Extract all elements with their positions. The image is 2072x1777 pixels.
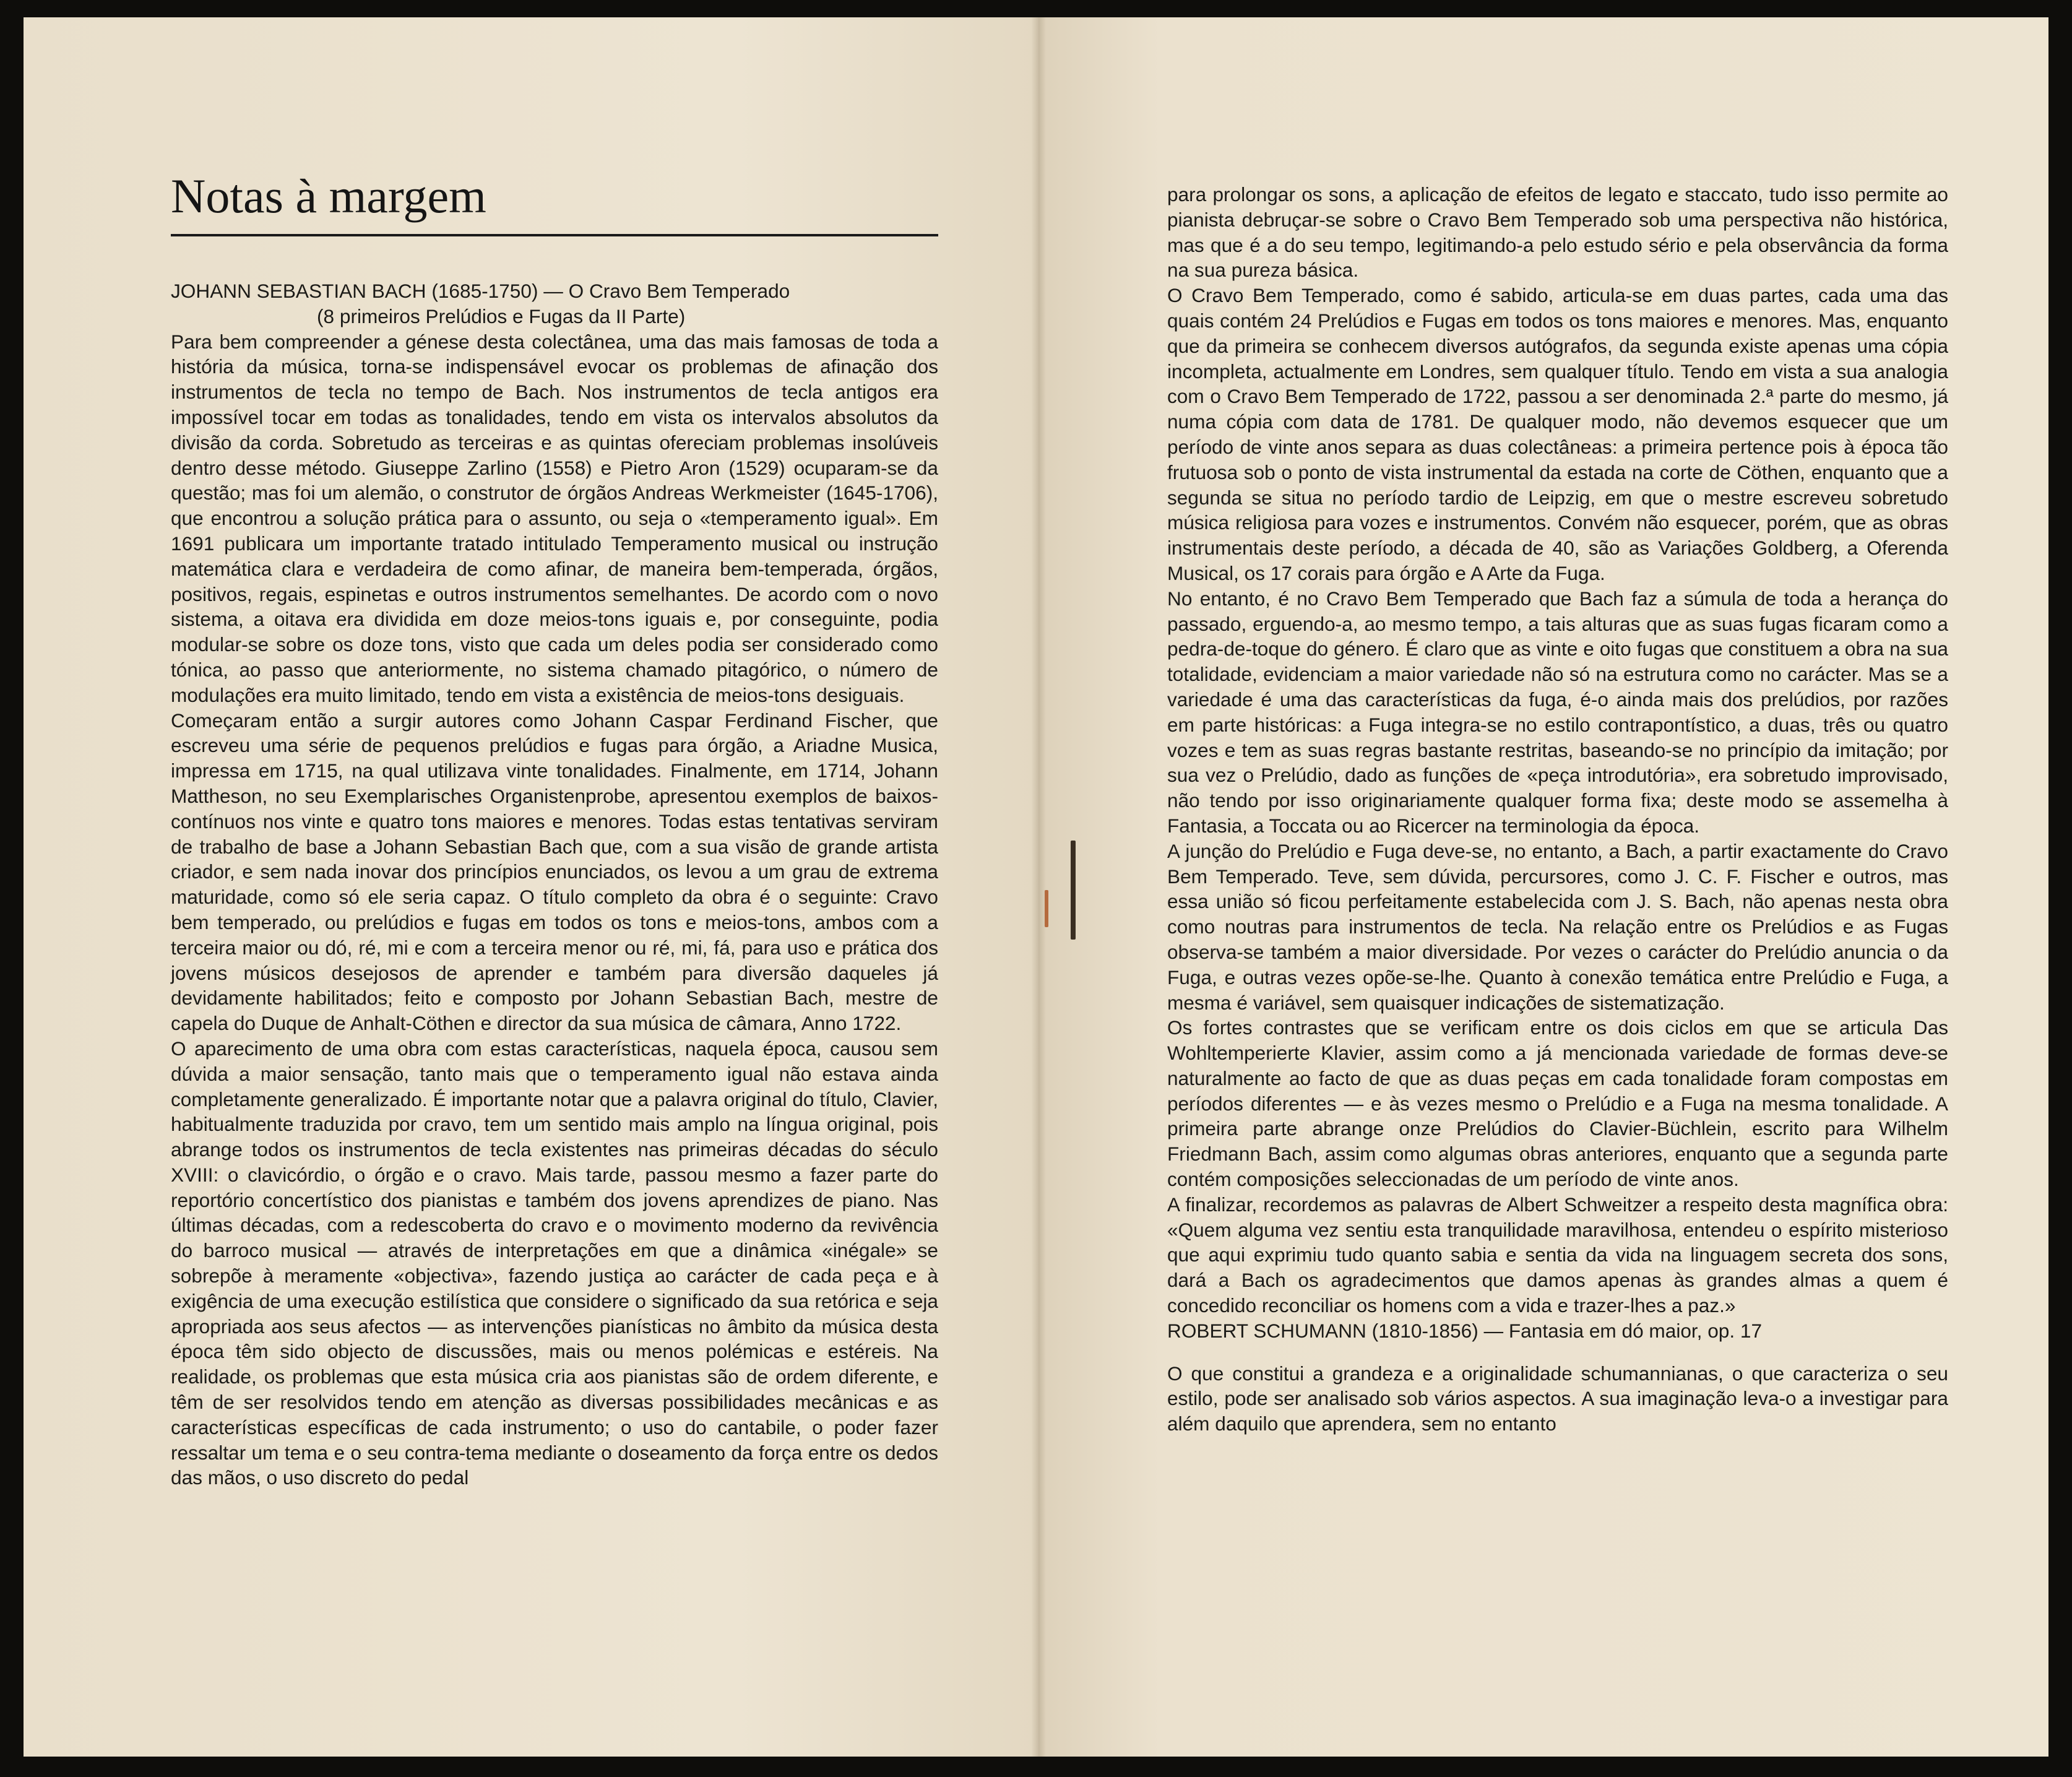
paragraph: O que constitui a grandeza e a originalidade schumannianas, o que caracteriza o seu estilo, pode ser analisado sob vários aspectos. A sua imaginação leva-o a investigar para além daquilo que aprendera, sem no entanto (1167, 1362, 1948, 1435)
paragraph: Para bem compreender a génese desta colectânea, uma das mais famosas de toda a história da música, torna-se indispensável evocar os problemas de afinação dos instrumentos de tecla no tempo de Bach. Nos instrumentos de tecla antigos era impossível tocar em todas as tonalidades, tendo em vista os intervalos absolutos da divisão da corda. Sobretudo as terceiras e as quintas ofereciam problemas insolúveis dentro desse método. Giuseppe Zarlino (1558) e Pietro Aron (1529) ocuparam-se da questão; mas foi um alemão, o construtor de órgãos Andreas Werkmeister (1645-1706), que encontrou a solução prática para o assunto, ou seja o «temperamento igual». Em 1691 publicara um importante tratado intitulado Temperamento musical ou instrução matemática clara e verdadeira de como afinar, de maneira bem-temperada, órgãos, positivos, regais, espinetas e outros instrumentos semelhantes. De acordo com o novo sistema, a oitava era dividida em doze meios-tons iguais e, por conseguinte, podia modular-se sobre os doze tons, visto que cada um deles podia ser considerado como tónica, ao passo que anteriormente, no sistema chamado pitagórico, o número de modulações era muito limitado, tendo em vista a existência de meios-tons desiguais. (171, 330, 938, 706)
paragraph: O aparecimento de uma obra com estas características, naquela época, causou sem dúvida a maior sensação, tanto mais que o temperamento igual não estava ainda completamente generalizado. É importante notar que a palavra original do título, Clavier, habitualmente traduzida por cravo, tem um sentido mais amplo na língua original, pois abrange todos os instrumentos de tecla existentes nas primeiras décadas do século XVIII: o clavicórdio, o órgão e o cravo. Mais tarde, passou mesmo a fazer parte do reportório concertístico dos pianistas e também dos jovens aprendizes de piano. Nas últimas décadas, com a redescoberta do cravo e o movimento moderno da revivência do barroco musical — através de interpretações em que a dinâmica «inégale» se sobrepõe à meramente «objectiva», fazendo justiça ao carácter de cada peça e à exigência de uma execução estilística que considere o significado da sua retórica e seja apropriada aos seus afectos — as intervenções pianísticas no âmbito da música desta época têm sido objecto de discussões, mais ou menos polémicas e estéreis. Na realidade, os problemas que esta música cria aos pianistas são de ordem diferente, e têm de ser resolvidos tendo em atenção as diversas possibilidades mecânicas e as características específicas de cada instrumento; o uso do cantabile, o poder fazer ressaltar um tema e o seu contra-tema mediante o doseamento da força entre os dedos das mãos, o uso discreto do pedal (171, 1037, 938, 1489)
left-column (171, 279, 938, 1490)
booklet-spread (24, 17, 2048, 1757)
paragraph: Começaram então a surgir autores como Johann Caspar Ferdinand Fischer, que escreveu uma série de pequenos prelúdios e fugas para órgão, a Ariadne Musica, impressa em 1715, na qual utilizava vinte tonalidades. Finalmente, em 1714, Johann Mattheson, no seu Exemplarisches Organistenprobe, apresentou exemplos de baixos-contínuos nos vinte e quatro tons maiores e menores. Todas estas tentativas serviram de trabalho de base a Johann Sebastian Bach que, com a sua visão de grande artista criador, e sem nada inovar dos princípios enunciados, os levou a um grau de extrema maturidade, como só ele seria capaz. O título completo da obra é o seguinte: Cravo bem temperado, ou prelúdios e fugas em todos os tons e meios-tons, ambos com a terceira maior ou dó, ré, mi e com a terceira menor ou ré, mi, fá, para uso e prática dos jovens músicos desejosos de aprender e também para diversão daqueles já devidamente habilitados; feito e composto por Johann Sebastian Bach, mestre de capela do Duque de Anhalt-Cöthen e director da sua música de câmara, Anno 1722. (171, 709, 938, 1035)
section-heading-schumann: ROBERT SCHUMANN (1810-1856) — Fantasia em dó maior, op. 17 (1167, 1319, 1763, 1342)
page-title: Notas à margem (171, 169, 486, 223)
paragraph: Os fortes contrastes que se verificam entre os dois ciclos em que se articula Das Wohltemperierte Klavier, assim como a já mencionada variedade de formas deve-se naturalmente ao facto de que as duas peças em cada tonalidade foram compostas em períodos diferentes — e às vezes mesmo o Prelúdio e a Fuga na mesma tonalidade. A primeira parte abrange onze Prelúdios do Clavier-Büchlein, escrito para Wilhelm Friedmann Bach, assim como algumas obras anteriores, enquanto que a segunda parte contém composições seleccionadas de um período de vinte anos. (1167, 1016, 1948, 1191)
paragraph: A finalizar, recordemos as palavras de Albert Schweitzer a respeito desta magnífica obra: «Quem alguma vez sentiu esta tranquilidade maravilhosa, entendeu o espírito misterioso que aqui exprimiu tudo quanto sabia e sentia da vida na linguagem secreta dos sons, dará a Bach os agradecimentos que damos apenas às grandes almas a quem é concedido reconciliar os homens com a vida e trazer-lhes a paz.» (1167, 1193, 1948, 1317)
paragraph: O Cravo Bem Temperado, como é sabido, articula-se em duas partes, cada uma das quais contém 24 Prelúdios e Fugas em todos os tons maiores e menores. Mas, enquanto que da primeira se conhecem diversos autógrafos, da segunda existe apenas uma cópia incompleta, actualmente em Londres, sem qualquer título. Tendo em vista a sua analogia com o Cravo Bem Temperado de 1722, passou a ser denominada 2.ª parte do mesmo, já numa cópia com data de 1781. De qualquer modo, não devemos esquecer que um período de vinte anos separa as duas colectâneas: a primeira pertence pois à época tão frutuosa sob o ponto de vista instrumental da estada na corte de Cöthen, enquanto que a segunda se situa no período tardio de Leipzig, em que o mestre escreveu sobretudo música religiosa para vozes e instrumentos. Convém não esquecer, porém, que as obras instrumentais deste período, a década de 40, são as Variações Goldberg, a Oferenda Musical, os 17 corais para órgão e A Arte da Fuga. (1167, 284, 1948, 584)
section-subheading-bach: (8 primeiros Prelúdios e Fugas da II Parte) (317, 305, 686, 327)
paragraph: A junção do Prelúdio e Fuga deve-se, no entanto, a Bach, a partir exactamente do Cravo Bem Temperado. Teve, sem dúvida, percursores, como J. C. F. Fischer e outros, mas essa união só ficou perfeitamente estabelecida com J. S. Bach, não apenas nesta obra como noutras para instrumentos de tecla. Na relação entre os Prelúdios e as Fugas observa-se também a maior diversidade. Por vezes o carácter do Prelúdio anuncia o da Fuga, e outras vezes opõe-se-lhe. Quanto à conexão temática entre Prelúdio e Fuga, a mesma é variável, sem quaisquer indicações de sistematização. (1167, 839, 1948, 1014)
center-fold (1031, 17, 1046, 1757)
title-rule (171, 234, 938, 236)
paragraph: para prolongar os sons, a aplicação de efeitos de legato e staccato, tudo isso permite ao pianista debruçar-se sobre o Cravo Bem Temperado sob uma perspectiva não histórica, mas que é a do seu tempo, legitimando-a pelo estudo sério e pela observância da forma na sua pureza básica. (1167, 183, 1948, 282)
rust-mark (1045, 890, 1048, 927)
paragraph: No entanto, é no Cravo Bem Temperado que Bach faz a súmula de toda a herança do passado, erguendo-a, ao mesmo tempo, a tais alturas que as suas fugas ficaram como a pedra-de-toque do género. É claro que as vinte e oito fugas que constituem a obra na sua totalidade, evidenciam a maior variedade não só na estrutura como no carácter. Mas se a variedade é uma das características da fuga, é-o ainda mais dos prelúdios, por razões em parte históricas: a Fuga integra-se no estilo contrapontístico, a duas, três ou quatro vozes e tem as suas regras bastante restritas, baseando-se no princípio da imitação; por sua vez o Prelúdio, dado as funções de «peça introdutória», era sobretudo improvisado, não tendo por isso originariamente qualquer forma fixa; deste modo se assemelha à Fantasia, a Toccata ou ao Ricercer na terminologia da época. (1167, 587, 1948, 837)
section-heading-bach: JOHANN SEBASTIAN BACH (1685-1750) — O Cravo Bem Temperado (171, 280, 790, 302)
staple (1071, 841, 1076, 940)
right-column (1167, 182, 1948, 1437)
